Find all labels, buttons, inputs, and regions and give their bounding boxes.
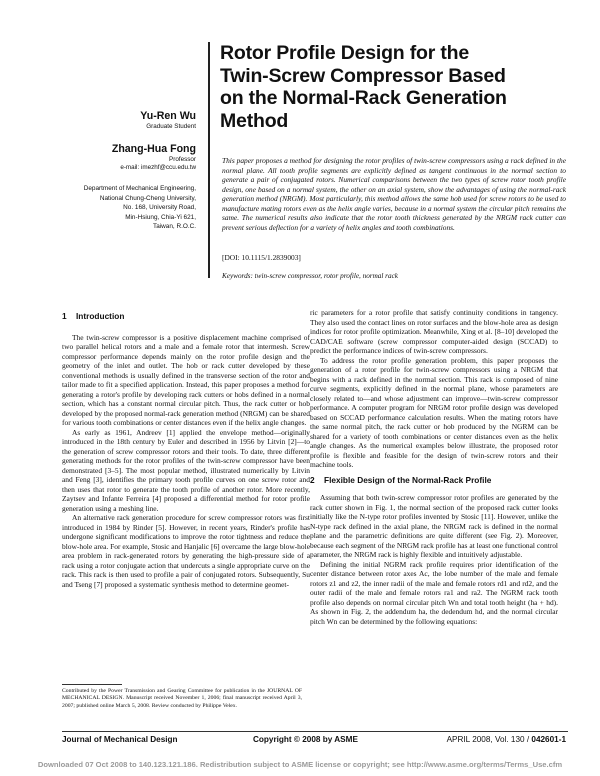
left-column <box>62 308 310 589</box>
affiliation-line: Department of Mechanical Engineering, <box>83 185 196 192</box>
paragraph: To address the rotor profile generation problem, this paper proposes the generation of a rotor profile for twin-screw compressors using a NRGM that begins with a rack defined in the normal section. This rack is composed of nine curve segments, explicitly defined in the normal plane, whose parameters are closely related to—and whose adjustment can improve—twin-screw compressor performance. A computer program for NRGM rotor profile design was developed based on SCCAD performance calculation results. When the mating rotors have the same normal pitch, the rack cutter or hob produced by the NGRM can be shared for a variety of tooth combinations or center distances even as the helix angle changes. As the numerical examples below illustrate, the proposed rotor profile is flexible and feasible for the design of twin-screw rotors and their machine tools. <box>310 355 558 470</box>
copyright: Copyright © 2008 by ASME <box>253 735 358 744</box>
author-name: Zhang-Hua Fong <box>111 143 196 155</box>
section-number: 2 <box>310 474 315 485</box>
download-notice: Downloaded 07 Oct 2008 to 140.123.121.186. Redistribution subject to ASME license or copyright; see http://www.asme.org/terms/Terms_Use.cfm <box>37 760 563 769</box>
author-email: e-mail: imezhf@ccu.edu.tw <box>120 164 196 171</box>
issue-info <box>447 735 566 744</box>
affiliation-line: Taiwan, R.O.C. <box>153 223 196 230</box>
affiliation-line: Min-Hsiung, Chia-Yi 621, <box>125 213 196 221</box>
doi: [DOI: 10.1115/1.2839003] <box>222 253 301 262</box>
affiliation <box>20 184 196 232</box>
paragraph: Defining the initial NGRM rack profile requires prior identification of the center distance between rotor axes Ac, the lobe number of the male and female rotors z1 and z2, the inner radii of the male and female rotors rd1 and rd2, and the outer radii of the male and female rotors ra1 and ra2. The NGRM rack tooth profile also depends on normal circular pitch Wn and total tooth height (ha + hd). As shown in Fig. 2, the addendum ha, the dedendum hd, and the normal circular pitch Wn can be determined by the following equations: <box>310 559 558 626</box>
author-role: Professor <box>169 156 196 163</box>
author-block <box>20 110 196 232</box>
footer-rule <box>62 731 568 732</box>
affiliation-line: No. 168, University Road, <box>123 204 196 211</box>
footnote: Contributed by the Power Transmission and Gearing Committee for publication in the JOURNAL OF MECHANICAL DESIGN. Manuscript received November 1, 2006; final manuscript received April 3, 2007; published online March 5, 2008. Review conducted by Philippe Velex. <box>62 688 302 709</box>
title-line: on the Normal-Rack Generation <box>220 87 507 109</box>
paragraph: Assuming that both twin-screw compressor rotor profiles are generated by the rack cutter shown in Fig. 1, the normal section of the proposed rack cutter looks initially like the N-type rotor profiles invented by Stosic [11]. However, unlike the N-type rack defined in the axial plane, the NRGM rack is defined in the normal plane and the parametric definitions are quite different (see Fig. 2). Moreover, because each segment of the NRGM rack profile has at least one functional control parameter, the NRGM rack is highly flexible and intuitively adjustable. <box>310 493 558 560</box>
section-heading <box>310 476 558 486</box>
issue-volume: APRIL 2008, Vol. 130 / <box>446 735 530 744</box>
author-name: Yu-Ren Wu <box>140 110 196 122</box>
paragraph: An alternative rack generation procedure for screw compressor rotors was first introduced in 1984 by Rinder [5]. However, in recent years, Rinder's profile has undergone significant modifications to improve the rotor tightness and reduce the blow-hole area. For example, Stosic and Hanjalic [6] overcame the large blow-hole area problem in rack-generated rotors by generating the high-pressure side of a rack using a rotor conjugate action that undercuts a single appropriate curve on the rack. This rack is then used to profile a pair of conjugated rotors. Subsequently, Su and Tseng [7] proposed a systematic synthesis method to determine geomet- <box>62 513 310 589</box>
footnote-rule <box>62 684 122 685</box>
title-rule <box>208 42 210 278</box>
paper-title <box>220 42 560 132</box>
section-title: Introduction <box>76 311 125 321</box>
journal-name: Journal of Mechanical Design <box>62 735 178 744</box>
page-number: 042601-1 <box>531 735 566 744</box>
right-column <box>310 308 558 627</box>
paragraph: ric parameters for a rotor profile that satisfy continuity conditions in tangency. They also used the contact lines on rotor surfaces and the blow-hole area as design indices for rotor profile optimization. Meanwhile, Xing et al. [8–10] developed the CAD/CAE software (screw compressor computer-aided design (SCCAD) to predict the performance indices of twin-screw compressors. <box>310 308 558 356</box>
section-heading <box>62 312 310 322</box>
keywords: Keywords: twin-screw compressor, rotor profile, normal rack <box>222 272 398 280</box>
author-role: Graduate Student <box>146 123 196 130</box>
title-line: Rotor Profile Design for the <box>220 42 469 64</box>
abstract: This paper proposes a method for designing the rotor profiles of twin-screw compressors using a rack defined in the normal plane. All tooth profile segments are explicitly defined as tangent continuous in the normal section to generate a pair of conjugated rotors. Numerical comparisons between the two types of screw rotor tooth profile design, one based on a normal system, the other on an axial system, show the advantages of using the normal-rack generation method (NRGM). Most particularly, this method allows the same hob used for screw rotors to be used to manufacture mating rotors even as the helix angle varies, because in a normal system the circular pitch remains the same. The numerical results also indicate that the rotor tooth thickness generated by the NRGM rack cutter can prevent serious deflection for a variety of helix angles and tooth combinations. <box>222 156 566 232</box>
section-number: 1 <box>62 311 67 321</box>
section-title: Flexible Design of the Normal-Rack Profile <box>324 474 492 485</box>
paragraph: The twin-screw compressor is a positive displacement machine comprised of two parallel helical rotors and a male and a female rotor that intermesh. Screw compressor performance depends mainly on the rotor profile design and the geometry of the inlet and outlet. The hob or rack cutter developed by these conventional methods is usually defined in the transverse section of the rotor and tailor made to fit a specified application. Instead, this paper proposes a method for generating a rotor's profile by developing rack cutters or hobs defined in a normal section, which has a constant normal circular pitch. Thus, the rack cutter or hob developed by the proposed normal-rack generation method (NRGM) can be shared for various tooth combinations or center distances even if the helix angle changes. <box>62 332 310 428</box>
title-line: Method <box>220 109 289 132</box>
paragraph: As early as 1961, Andreev [1] applied the envelope method—originally introduced in the 18th century by Euler and described in 1956 by Litvin [2]—to the generation of screw compressor rotors and their tools. To date, three different generating methods for the rotor profiles of the twin-screw compressor have been demonstrated [3–5]. The most popular method, illustrated numerically by Litvin and Feng [3], identifies the primary tooth profile curves on one screw rotor and then uses that rotor to generate the tooth profile of another rotor. More recently, Zaytsev and Infante Ferreira [4] proposed a differential method for rotor profile generation using a meshing line. <box>62 427 310 513</box>
title-line: Twin-Screw Compressor Based <box>220 64 506 87</box>
affiliation-line: National Chung-Cheng University, <box>99 194 196 202</box>
